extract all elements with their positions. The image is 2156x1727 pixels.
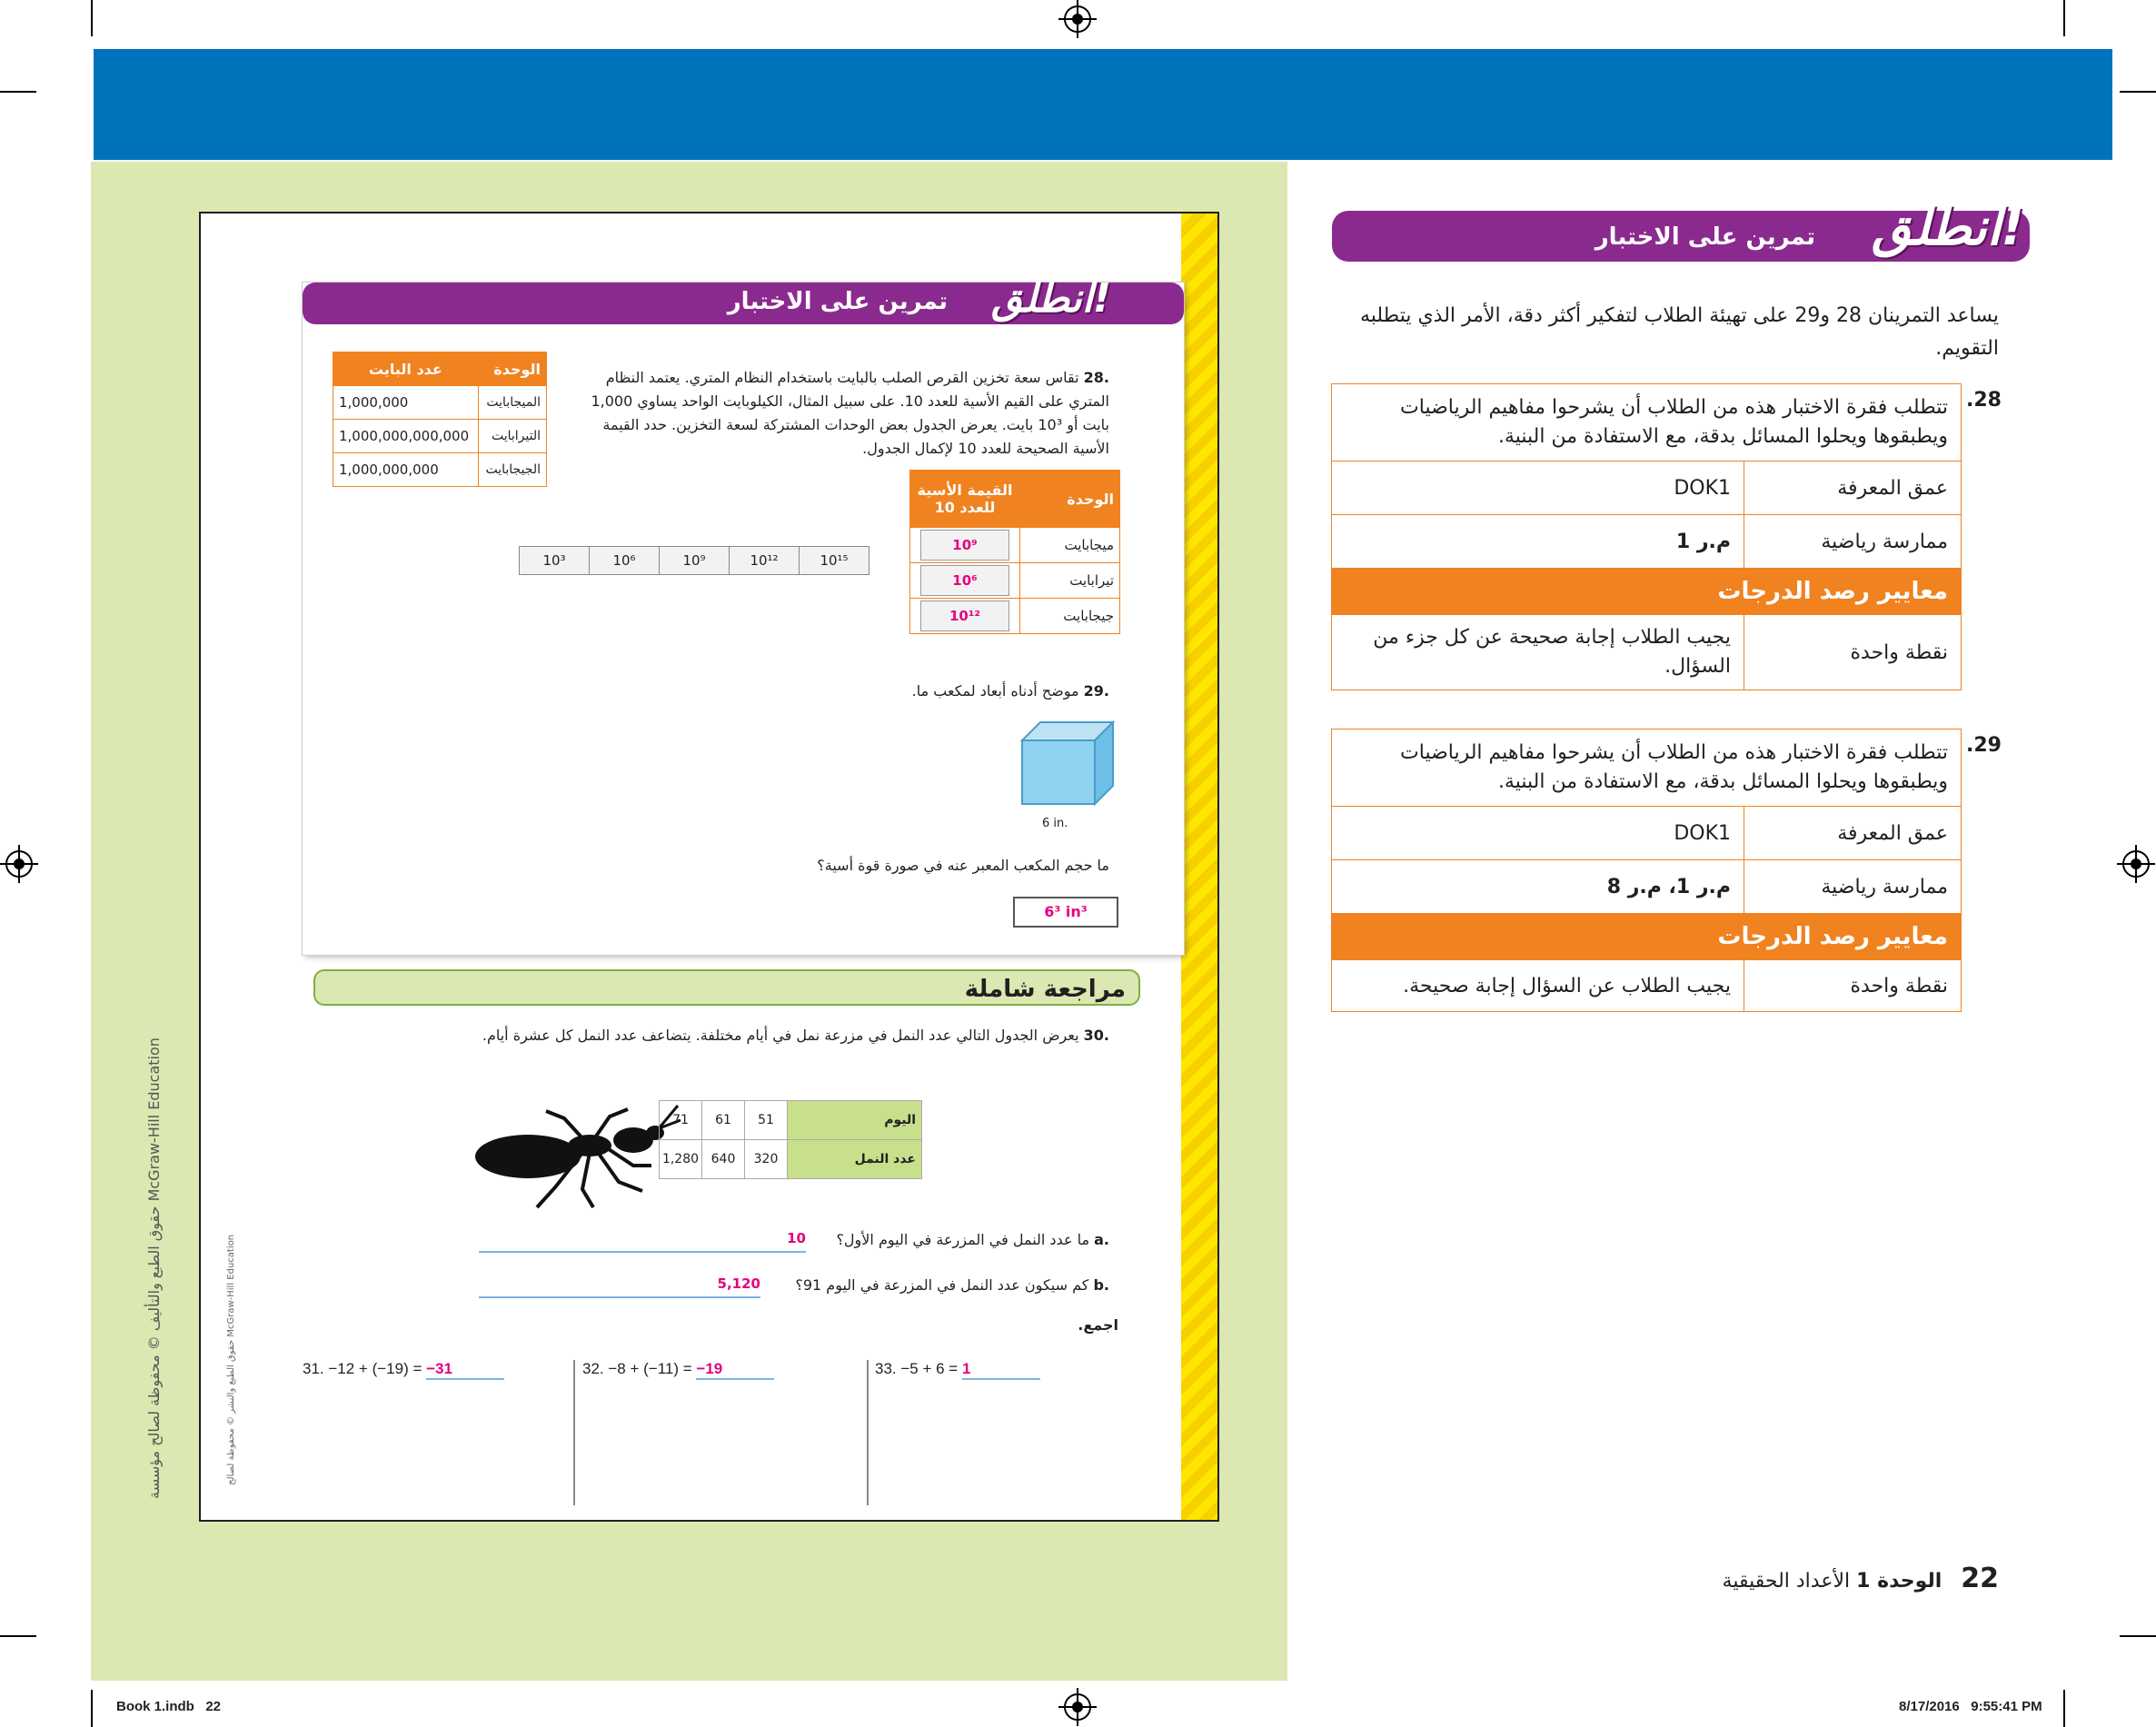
banner-title: انطلق! — [991, 275, 1111, 322]
teacher-intro: يساعد التمرينان 28 و29 على تهيئة الطلاب لتفكير أكثر دقة، الأمر الذي يتطلبه التقويم. — [1359, 304, 1999, 360]
crop-mark — [0, 1635, 36, 1637]
question-number: .29 — [1083, 682, 1109, 700]
banner-title: انطلق! — [1872, 198, 2024, 257]
sum-33: 33. −5 + 6 = 1 — [875, 1360, 1040, 1380]
registration-mark-icon — [1064, 5, 1091, 33]
table-cell: 61 — [702, 1101, 745, 1140]
value-cell: يجيب الطلاب عن السؤال إجابة صحيحة. — [1332, 960, 1744, 1012]
part-label: .b — [1093, 1276, 1109, 1294]
value-cell: م.ر 1، م.ر 8 — [1332, 860, 1744, 914]
table-header: عدد النمل — [788, 1140, 922, 1179]
table-cell: 1,000,000,000 — [333, 453, 479, 487]
part-label: .a — [1094, 1231, 1109, 1248]
table-cell: الجيجابايت — [478, 453, 546, 487]
divider — [573, 1360, 575, 1505]
teacher-desc: تتطلب فقرة الاختبار هذه من الطلاب أن يشرحوا مفاهيم الرياضيات ويطبقوها ويحلوا المسائل بدقة، مع الاستفادة من البنية. — [1332, 384, 1962, 462]
teacher-question-number: .29 — [1966, 734, 2002, 757]
table-cell: التيرابايت — [478, 420, 546, 453]
ant-icon — [473, 1100, 682, 1209]
answer-tile[interactable]: 10⁶ — [589, 546, 660, 575]
question-29 — [655, 682, 1109, 700]
table-cell: 1,280 — [660, 1140, 702, 1179]
answer-tile[interactable]: 10¹⁵ — [799, 546, 869, 575]
answer-field[interactable]: 5,120 — [479, 1275, 760, 1298]
copyright-vertical: حقوق الطبع والتأليف © محفوظة لصالح مؤسسة McGraw-Hill Education — [145, 1037, 163, 1499]
crop-mark — [2063, 0, 2065, 36]
table-header: الوحدة — [478, 352, 546, 386]
value-cell: DOK1 — [1332, 462, 1744, 515]
table-row — [660, 1140, 922, 1179]
banner-subtitle: تمرين على الاختبار — [727, 288, 948, 315]
review-banner: مراجعة شاملة — [313, 969, 1140, 1006]
question-text: تقاس سعة تخزين القرص الصلب بالبايت باستخدام النظام المتري. يعتمد النظام المتري على القيم الأسية للعدد 10. على سبيل المثال، الكيلوبايت الواحد يساوي 1,000 بايت أو 10³ بايت. يعرض الجدول بعض الوحدات المشتركة لسعة التخزين. حدد القيمة الأسية الصحيحة للعدد 10 لإكمال الجدول. — [591, 369, 1109, 457]
page-number: 22 — [1961, 1563, 1999, 1594]
table-cell: الميجابايت — [478, 386, 546, 420]
registration-mark-icon — [5, 850, 33, 878]
value-cell: DOK1 — [1332, 807, 1744, 860]
question-text: كم سيكون عدد النمل في المزرعة في اليوم 91؟ — [795, 1276, 1089, 1294]
cube-answer-box[interactable]: 6³ in³ — [1013, 897, 1118, 928]
table-row — [910, 528, 1120, 563]
answer-field[interactable]: −19 — [696, 1360, 774, 1380]
value-cell: م.ر 1 — [1332, 515, 1744, 569]
question-text: يعرض الجدول التالي عدد النمل في مزرعة نمل في أيام مختلفة. يتضاعف عدد النمل كل عشرة أيام. — [482, 1027, 1079, 1044]
file-info: Book 1.indb 22 — [116, 1699, 222, 1714]
table-cell: ميجابايت — [1020, 528, 1120, 563]
table-cell: 320 — [745, 1140, 788, 1179]
divider — [867, 1360, 869, 1505]
value-cell: يجيب الطلاب إجابة صحيحة عن كل جزء من السؤال. — [1332, 615, 1744, 690]
answer-tile[interactable]: 10³ — [519, 546, 590, 575]
crop-mark — [91, 0, 93, 36]
crop-mark — [2120, 91, 2156, 93]
registration-mark-icon — [2122, 850, 2150, 878]
answer-field[interactable]: 10 — [479, 1229, 806, 1253]
label-cell: عمق المعرفة — [1744, 462, 1962, 515]
cube-label: 6 in. — [1042, 817, 1068, 830]
question-text: موضح أدناه أبعاد لمكعب ما. — [911, 682, 1079, 700]
answer-field[interactable]: 1 — [962, 1360, 1040, 1380]
table-header: الوحدة — [1020, 471, 1120, 528]
question-text: ما عدد النمل في المزرعة في اليوم الأول؟ — [836, 1231, 1090, 1248]
teacher-table-29 — [1331, 729, 1962, 1012]
label-cell: نقطة واحدة — [1744, 615, 1962, 690]
question-29-prompt: ما حجم المكعب المعبر عنه في صورة قوة أسية؟ — [817, 857, 1109, 874]
table-cell: تيرابايت — [1020, 563, 1120, 599]
table-row — [910, 599, 1120, 634]
teacher-question-number: .28 — [1966, 389, 2002, 412]
rubric-header: معايير رصد الدرجات — [1332, 569, 1962, 615]
table-cell: 71 — [660, 1101, 702, 1140]
table-cell: 640 — [702, 1140, 745, 1179]
table-cell: جيجابايت — [1020, 599, 1120, 634]
exam-practice-banner — [303, 275, 1184, 324]
answer-slot[interactable]: 10⁶ — [920, 565, 1009, 596]
crop-mark — [0, 91, 36, 93]
table-row — [333, 453, 547, 487]
crop-mark — [2120, 1635, 2156, 1637]
student-page — [199, 212, 1219, 1522]
sum-32: 32. −8 + (−11) = −19 — [582, 1360, 774, 1380]
crop-mark — [2063, 1690, 2065, 1727]
header-band — [94, 49, 2112, 160]
copyright-small: حقوق الطبع والنشر © محفوظة لصالح McGraw-Hill Education — [226, 1234, 236, 1485]
page-edge-strip — [1181, 213, 1217, 1520]
table-header: القيمة الأسية للعدد 10 — [910, 471, 1020, 528]
registration-mark-icon — [1064, 1693, 1091, 1721]
answer-field[interactable]: −31 — [426, 1360, 504, 1380]
table-header: اليوم — [788, 1101, 922, 1140]
rubric-header: معايير رصد الدرجات — [1332, 914, 1962, 960]
table-cell: 1,000,000,000,000 — [333, 420, 479, 453]
answer-tile[interactable]: 10⁹ — [659, 546, 730, 575]
table-cell: 1,000,000 — [333, 386, 479, 420]
bytes-table — [333, 352, 547, 487]
label-cell: نقطة واحدة — [1744, 960, 1962, 1012]
unit-title: الأعداد الحقيقية — [1722, 1570, 1851, 1593]
table-row — [660, 1101, 922, 1140]
table-row — [333, 386, 547, 420]
page-footer — [1635, 1563, 1999, 1594]
label-cell: عمق المعرفة — [1744, 807, 1962, 860]
answer-tile[interactable]: 10¹² — [729, 546, 800, 575]
teacher-banner — [1332, 198, 2030, 262]
question-30 — [473, 1024, 1109, 1047]
sum-31: 31. −12 + (−19) = −31 — [303, 1360, 504, 1380]
unit-label: الوحدة 1 — [1856, 1570, 1942, 1593]
ants-table — [659, 1100, 922, 1179]
banner-subtitle: تمرين على الاختبار — [1595, 223, 1815, 251]
teacher-desc: تتطلب فقرة الاختبار هذه من الطلاب أن يشرحوا مفاهيم الرياضيات ويطبقوها ويحلوا المسائل بدقة، مع الاستفادة من البنية. — [1332, 730, 1962, 807]
table-header: عدد البايت — [333, 352, 479, 386]
question-28 — [564, 366, 1109, 461]
table-row — [910, 563, 1120, 599]
cube-icon — [1018, 719, 1118, 809]
answer-slot[interactable]: 10⁹ — [920, 530, 1009, 561]
add-instruction: اجمع. — [1078, 1316, 1118, 1334]
teacher-table-28 — [1331, 383, 1962, 690]
label-cell: ممارسة رياضية — [1744, 860, 1962, 914]
answer-tiles — [519, 546, 869, 575]
question-number: .30 — [1083, 1027, 1109, 1044]
question-number: .28 — [1083, 369, 1109, 386]
table-row — [333, 420, 547, 453]
power-table — [909, 470, 1120, 634]
timestamp: 8/17/2016 9:55:41 PM — [1899, 1699, 2042, 1714]
crop-mark — [91, 1690, 93, 1727]
answer-slot[interactable]: 10¹² — [920, 600, 1009, 631]
table-cell: 51 — [745, 1101, 788, 1140]
label-cell: ممارسة رياضية — [1744, 515, 1962, 569]
